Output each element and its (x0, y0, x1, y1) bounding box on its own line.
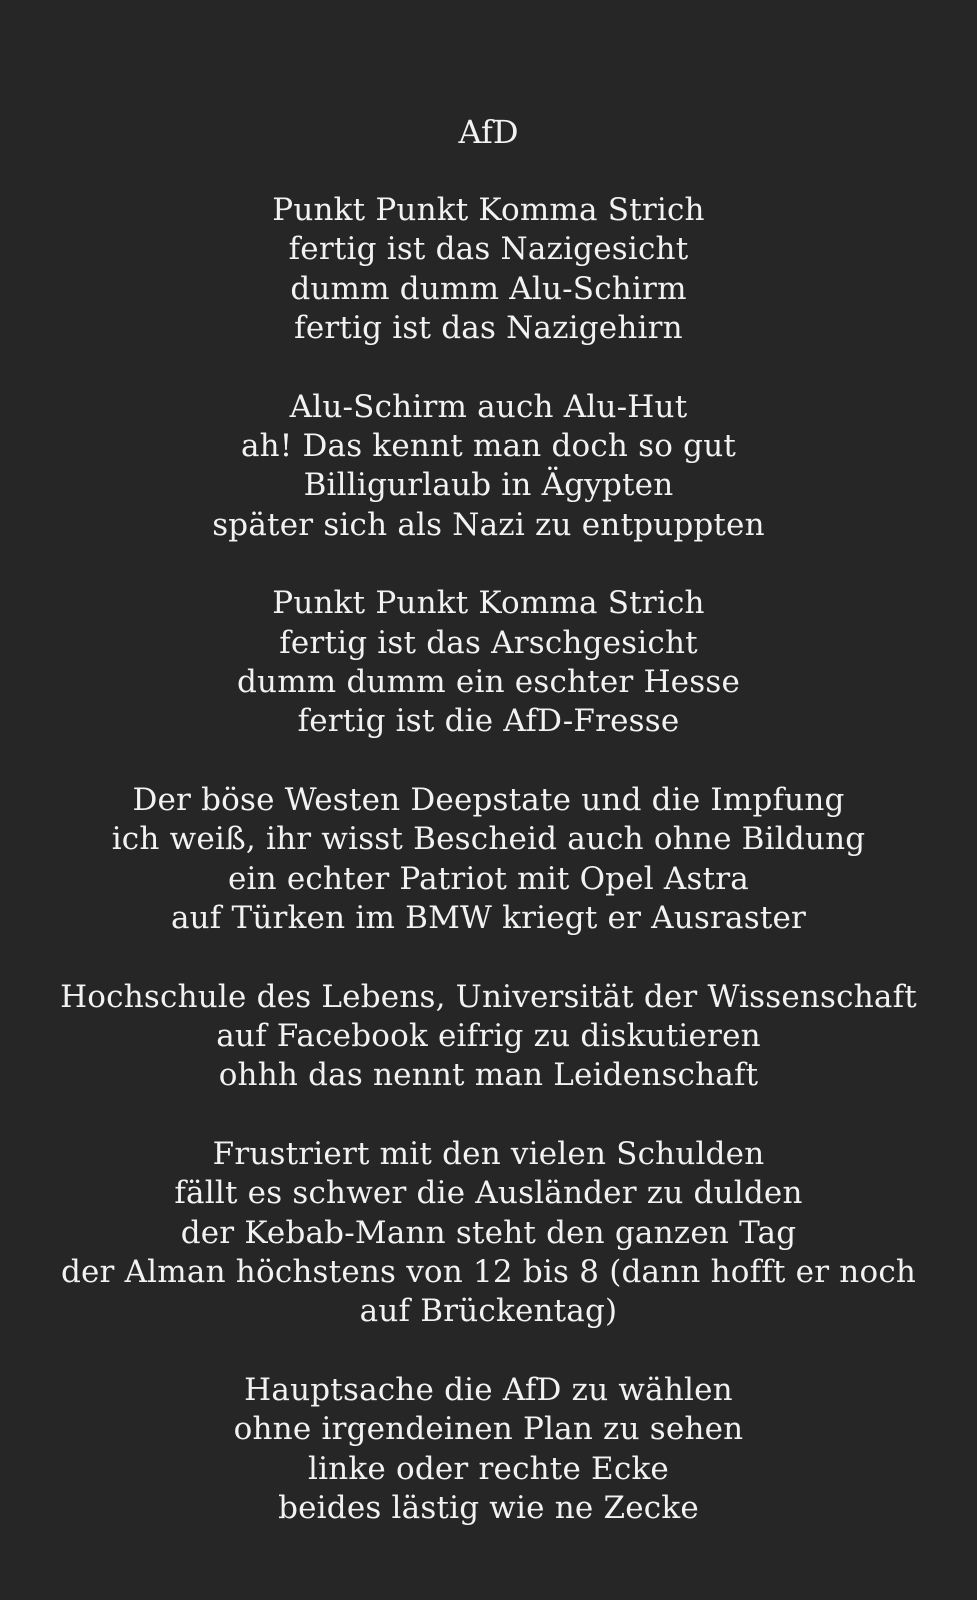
poem-line: ein echter Patriot mit Opel Astra (228, 860, 749, 897)
poem-line: Punkt Punkt Komma Strich (272, 192, 705, 228)
poem-line: Punkt Punkt Komma Strich (272, 585, 705, 622)
stanza-1 (0, 191, 977, 349)
poem-line: beides lästig wie ne Zecke (278, 1489, 699, 1526)
poem-line: ah! Das kennt man doch so gut (240, 428, 737, 465)
poem-line: dumm dumm Alu-Schirm (290, 270, 687, 307)
poem-line: ich weiß, ihr wisst Bescheid auch ohne Bildung (111, 821, 866, 858)
poem-line: fertig ist die AfD-Fresse (297, 703, 680, 740)
poem-line: Hochschule des Lebens, Universität der Wissenschaft (60, 978, 917, 1015)
poem-line: fällt es schwer die Ausländer zu dulden (174, 1175, 803, 1212)
poem-line: Hauptsache die AfD zu wählen (244, 1371, 733, 1408)
poem-line: dumm dumm ein eschter Hesse (237, 664, 740, 701)
poem-line: auf Türken im BMW kriegt er Ausraster (170, 900, 807, 937)
poem-line: linke oder rechte Ecke (308, 1450, 669, 1487)
poem-line: der Alman höchstens von 12 bis 8 (dann hofft er noch auf Brückentag) (60, 1253, 917, 1330)
stanza-2 (0, 388, 977, 546)
poem-line: ohne irgendeinen Plan zu sehen (233, 1411, 744, 1448)
poem-line: Der böse Westen Deepstate und die Impfung (132, 781, 845, 818)
poem-line: auf Facebook eifrig zu diskutieren (216, 1017, 761, 1054)
poem-line: ohhh das nennt man Leidenschaft (218, 1057, 759, 1094)
poem-line: Alu-Schirm auch Alu-Hut (289, 388, 688, 425)
poem-line: fertig ist das Nazigehirn (294, 310, 683, 347)
poem-title: AfD (458, 113, 519, 151)
poem-line: Billigurlaub in Ägypten (303, 467, 674, 504)
poem-line: später sich als Nazi zu entpuppten (212, 506, 765, 543)
stanza-5 (0, 978, 977, 1096)
poem-line: fertig ist das Nazigesicht (288, 231, 689, 268)
stanza-7 (0, 1371, 977, 1529)
stanza-6 (0, 1135, 977, 1332)
poem-line: Frustriert mit den vielen Schulden (212, 1135, 765, 1172)
stanza-4 (0, 781, 977, 939)
poem-line: fertig ist das Arschgesicht (279, 624, 698, 661)
poem-line: der Kebab-Mann steht den ganzen Tag (180, 1214, 797, 1251)
stanza-3 (0, 584, 977, 742)
